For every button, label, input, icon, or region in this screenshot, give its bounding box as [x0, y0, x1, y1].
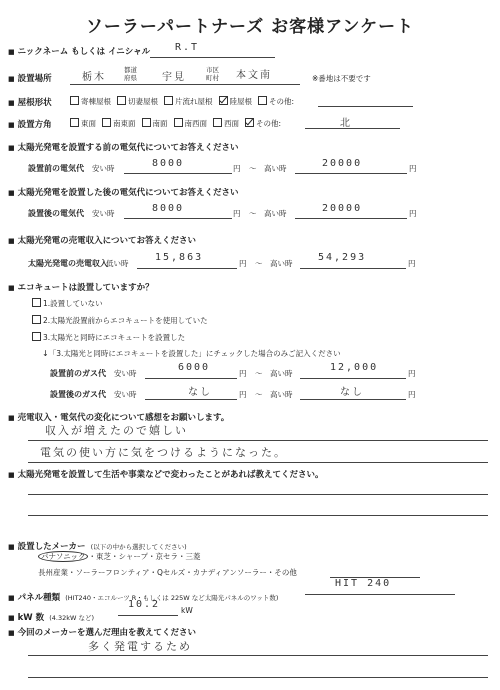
kw-value[interactable]: 10.2: [128, 599, 161, 610]
gas-before-sep: 〜: [255, 369, 263, 378]
gas-after-label: 設置後のガス代: [50, 390, 106, 399]
roof-option-1[interactable]: 切妻屋根: [117, 97, 158, 106]
after-low-line: [124, 218, 232, 219]
gas-after-low-unit: 円: [239, 390, 247, 399]
reason-section: ■ 今回のメーカーを選んだ理由を教えてください: [8, 626, 196, 638]
before-low-line: [124, 173, 232, 174]
before-label: 設置前の電気代: [28, 164, 84, 173]
direction-option-5[interactable]: その他:: [245, 119, 281, 128]
nickname-value[interactable]: R.T: [175, 42, 200, 53]
town-value[interactable]: 本文南: [236, 70, 272, 81]
checkbox-icon[interactable]: [32, 332, 41, 341]
prefecture-label: 都道 府県: [124, 66, 137, 82]
roof-other-line: [318, 106, 413, 107]
ecocute-section: ■ エコキュートは設置していますか？: [8, 281, 154, 293]
checkbox-icon[interactable]: [32, 315, 41, 324]
reason-line-1: [28, 655, 488, 656]
after-sep: 〜: [249, 209, 257, 218]
after-high-line: [295, 218, 407, 219]
direction-option-0[interactable]: 東面: [70, 119, 96, 128]
maker-option-panasonic[interactable]: パナソニック: [38, 551, 88, 562]
gas-after-high-value[interactable]: なし: [340, 387, 364, 398]
before-high-unit: 円: [409, 164, 417, 173]
after-low-unit: 円: [233, 209, 241, 218]
checkbox-checked-icon[interactable]: [245, 118, 254, 127]
maker-option-qcells[interactable]: Qセルズ: [157, 568, 186, 577]
nickname-label: ■ ニックネーム もしくは イニシャル: [8, 45, 150, 57]
maker-option-other[interactable]: その他: [274, 568, 297, 577]
gas-after-high-label: 高い時: [270, 390, 293, 399]
sale-low-line: [137, 268, 237, 269]
ecocute-option-1[interactable]: 2.太陽光設置前からエコキュートを使用していた: [32, 315, 208, 326]
before-sep: 〜: [249, 164, 257, 173]
direction-option-1[interactable]: 南東面: [102, 119, 136, 128]
impression-text-1[interactable]: 収入が増えたので嬉しい: [45, 424, 188, 437]
reason-line-2: [28, 677, 488, 678]
direction-options: [70, 118, 287, 129]
direction-other-value[interactable]: 北: [340, 118, 352, 129]
maker-hint: (以下の中から選択してください): [90, 543, 187, 551]
direction-option-2[interactable]: 南面: [142, 119, 168, 128]
maker-option-toshiba[interactable]: 東芝: [95, 552, 111, 561]
panel-value[interactable]: HIT 240: [335, 578, 392, 589]
before-low-unit: 円: [233, 164, 241, 173]
maker-option-mitsubishi[interactable]: 三菱: [185, 552, 201, 561]
lifestyle-section: ■ 太陽光発電を設置して生活や事業などで変わったことがあれば教えてください。: [8, 468, 324, 480]
sale-label: 太陽光発電の売電収入: [28, 259, 108, 268]
before-high-value[interactable]: 20000: [322, 158, 363, 169]
city-label: 市区 町村: [206, 66, 219, 82]
gas-before-high-unit: 円: [408, 369, 416, 378]
gas-after-high-unit: 円: [408, 390, 416, 399]
sale-high-label: 高い時: [270, 259, 293, 268]
sale-high-line: [300, 268, 406, 269]
roof-option-3[interactable]: 陸屋根: [219, 97, 253, 106]
kw-hint: (4.32kW など): [49, 614, 95, 622]
checkbox-icon[interactable]: [164, 96, 173, 105]
sale-low-label: 低い時: [106, 259, 129, 268]
ecocute-note: ↓「3.太陽光と同時にエコキュートを設置した」にチェックした場合のみご記入ください: [42, 349, 341, 358]
roof-option-4[interactable]: その他:: [258, 97, 294, 106]
location-note: ※番地は不要です: [312, 74, 371, 83]
after-low-label: 安い時: [92, 209, 115, 218]
sale-high-unit: 円: [408, 259, 416, 268]
before-high-line: [295, 173, 407, 174]
before-section: ■ 太陽光発電を設置する前の電気代についてお答えください: [8, 141, 238, 153]
panel-hint: (HIT240・エコルーツ R・もしくは 225W など太陽光パネルのワット数): [65, 594, 279, 602]
sale-low-value[interactable]: 15,863: [155, 252, 204, 263]
kw-label: ■ kW 数: [8, 613, 44, 623]
gas-before-low-value[interactable]: 6000: [178, 362, 211, 373]
checkbox-icon[interactable]: [213, 118, 222, 127]
before-low-value[interactable]: 8000: [152, 158, 185, 169]
location-line: [70, 84, 300, 85]
sale-sep: 〜: [255, 259, 263, 268]
after-section: ■ 太陽光発電を設置した後の電気代についてお答えください: [8, 186, 238, 198]
maker-option-solar-frontier[interactable]: ソーラーフロンティア: [75, 568, 150, 577]
after-high-value[interactable]: 20000: [322, 203, 363, 214]
nickname-line: [150, 57, 275, 58]
maker-row-1: パナソニック ・東芝・シャープ・京セラ・三菱: [38, 551, 200, 562]
roof-option-0[interactable]: 寄棟屋根: [70, 97, 111, 106]
kw-line: [118, 615, 178, 616]
before-high-label: 高い時: [264, 164, 287, 173]
impression-section: ■ 売電収入・電気代の変化について感想をお願いします。: [8, 411, 229, 423]
ecocute-option-0[interactable]: 1.設置していない: [32, 298, 103, 309]
roof-option-2[interactable]: 片流れ屋根: [164, 97, 213, 106]
reason-value[interactable]: 多く発電するため: [88, 640, 192, 653]
lifestyle-line-2: [28, 515, 488, 516]
direction-label: ■ 設置方角: [8, 118, 52, 130]
sale-low-unit: 円: [239, 259, 247, 268]
direction-other-line: [305, 128, 400, 129]
direction-option-4[interactable]: 西面: [213, 119, 239, 128]
ecocute-option-2[interactable]: 3.太陽光と同時にエコキュートを設置した: [32, 332, 185, 343]
impression-line-1: [28, 440, 488, 441]
maker-row-2: 長州産業・ソーラーフロンティア・Qセルズ・カナディアンソーラー・その他: [38, 568, 297, 577]
maker-section: ■ 設置したメーカー: [8, 542, 85, 552]
gas-before-low-label: 安い時: [114, 369, 137, 378]
checkbox-icon[interactable]: [70, 96, 79, 105]
checkbox-icon[interactable]: [70, 118, 79, 127]
roof-shape-options: [70, 96, 300, 107]
city-value[interactable]: 宇見: [162, 72, 186, 83]
panel-label: ■ パネル種類: [8, 593, 60, 603]
sale-high-value[interactable]: 54,293: [318, 252, 367, 263]
checkbox-icon[interactable]: [102, 118, 111, 127]
maker-option-sharp[interactable]: シャープ: [118, 552, 148, 561]
panel-line: [305, 594, 455, 595]
gas-before-low-unit: 円: [239, 369, 247, 378]
maker-option-kyocera[interactable]: 京セラ: [155, 552, 178, 561]
checkbox-icon[interactable]: [142, 118, 151, 127]
checkbox-icon[interactable]: [258, 96, 267, 105]
gas-before-high-line: [300, 378, 406, 379]
gas-after-low-line: [145, 399, 237, 400]
checkbox-icon[interactable]: [117, 96, 126, 105]
gas-after-high-line: [300, 399, 406, 400]
maker-option-canadian-solar[interactable]: カナディアンソーラー: [192, 568, 267, 577]
kw-header: [8, 605, 94, 624]
sale-section: ■ 太陽光発電の売電収入についてお答えください: [8, 234, 196, 246]
gas-after-low-value[interactable]: なし: [188, 387, 212, 398]
before-low-label: 安い時: [92, 164, 115, 173]
impression-line-2: [28, 462, 488, 463]
gas-before-high-value[interactable]: 12,000: [330, 362, 379, 373]
prefecture-value[interactable]: 栃木: [82, 72, 106, 83]
kw-unit: kW: [181, 606, 193, 615]
page-title: ソーラーパートナーズ お客様アンケート: [85, 17, 415, 37]
impression-text-2[interactable]: 電気の使い方に気をつけるようになった。: [40, 446, 287, 459]
location-label: ■ 設置場所: [8, 72, 52, 84]
checkbox-icon[interactable]: [174, 118, 183, 127]
gas-before-high-label: 高い時: [270, 369, 293, 378]
after-high-label: 高い時: [264, 209, 287, 218]
arrow-down-icon: ↓: [42, 349, 49, 358]
checkbox-checked-icon[interactable]: [219, 96, 228, 105]
after-low-value[interactable]: 8000: [152, 203, 185, 214]
gas-after-sep: 〜: [255, 390, 263, 399]
after-label: 設置後の電気代: [28, 209, 84, 218]
gas-before-low-line: [145, 378, 237, 379]
maker-option-choshu[interactable]: 長州産業: [38, 568, 68, 577]
gas-before-label: 設置前のガス代: [50, 369, 106, 378]
lifestyle-line-1: [28, 494, 488, 495]
direction-option-3[interactable]: 南西面: [174, 119, 208, 128]
checkbox-icon[interactable]: [32, 298, 41, 307]
gas-after-low-label: 安い時: [114, 390, 137, 399]
roof-shape-label: ■ 屋根形状: [8, 96, 52, 108]
after-high-unit: 円: [409, 209, 417, 218]
